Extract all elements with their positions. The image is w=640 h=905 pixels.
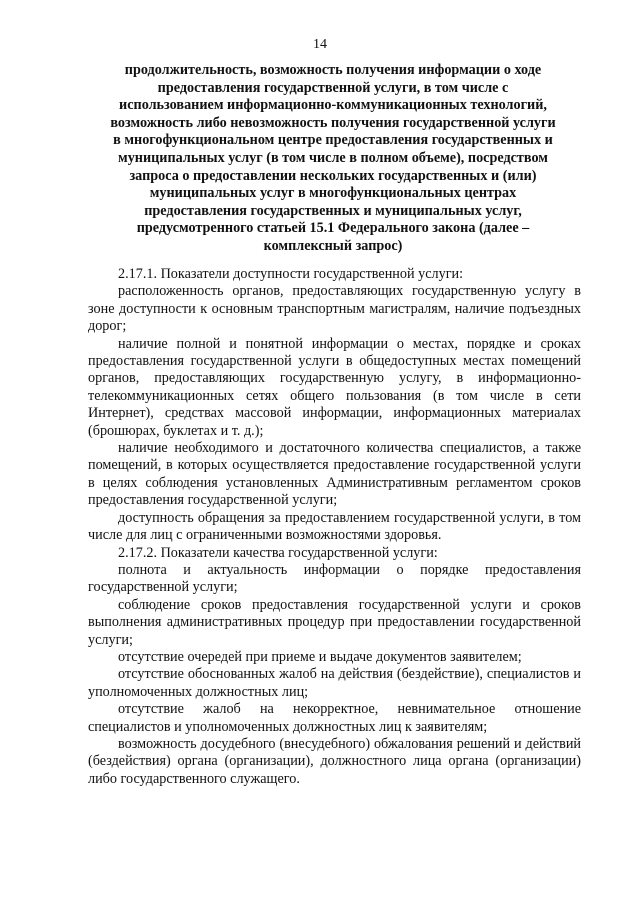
section-heading [86,62,580,256]
paragraph: отсутствие жалоб на некорректное, невнимательное отношение специалистов и уполномоченных должностных лиц к заявителям; [88,701,581,735]
paragraph: расположенность органов, предоставляющих государственную услугу в зоне доступности к основным транспортным магистралям, наличие подъездных дорог; [88,283,581,335]
heading-line: предоставления государственных и муниципальных услуг, [144,202,522,219]
heading-line: использованием информационно-коммуникационных технологий, [119,97,547,114]
heading-line: муниципальных услуг (в том числе в полном объеме), посредством [118,149,548,166]
heading-line: возможность либо невозможность получения государственной услуги [110,114,556,131]
heading-line: в многофункциональном центре предоставления государственных и [113,132,553,149]
heading-line: продолжительность, возможность получения информации о ходе [124,62,542,78]
paragraph: соблюдение сроков предоставления государственной услуги и сроков выполнения административных процедур при предоставлении государственной услуги; [88,596,581,648]
heading-line: муниципальных услуг в многофункциональных центрах [149,185,517,202]
paragraph: наличие необходимого и достаточного количества специалистов, а также помещений, в которых осуществляется предоставление государственной услуги в целях соблюдения установленных Административным регламентом сроков предоставления государственной услуги; [88,440,581,509]
paragraph: доступность обращения за предоставлением государственной услуги, в том числе для лиц с ограниченными возможностями здоровья. [88,509,581,544]
heading-line: комплексный запрос) [263,237,403,254]
paragraph: возможность досудебного (внесудебного) обжалования решений и действий (бездействия) органа (организации), должностного лица органа (организации) либо государственного служащего. [88,735,581,787]
paragraph: полнота и актуальность информации о порядке предоставления государственной услуги; [88,561,581,596]
availability-indicators-title: 2.17.1. Показатели доступности государственной услуги: [118,266,464,282]
paragraph: отсутствие очередей при приеме и выдаче документов заявителем; [118,648,522,665]
heading-line: запроса о предоставлении нескольких государственных и (или) [129,167,537,184]
document-body [88,266,581,788]
quality-indicators-title: 2.17.2. Показатели качества государственной услуги: [118,544,438,561]
heading-line: предоставления государственной услуги, в том числе с [157,79,509,96]
heading-line: предусмотренного статьей 15.1 Федерального закона (далее – [136,220,530,237]
paragraph: отсутствие обоснованных жалоб на действия (бездействие), специалистов и уполномоченных должностных лиц; [88,666,581,700]
paragraph: наличие полной и понятной информации о местах, порядке и сроках предоставления государственной услуги в общедоступных местах помещений органов, предоставляющих государственную услугу, в информационно-телекоммуникационных сетях общего пользования (в том числе в сети Интернет), средствах массовой информации, информационных материалах (брошюрах, буклетах и т. д.); [88,335,581,439]
page-number: 14 [313,37,327,52]
